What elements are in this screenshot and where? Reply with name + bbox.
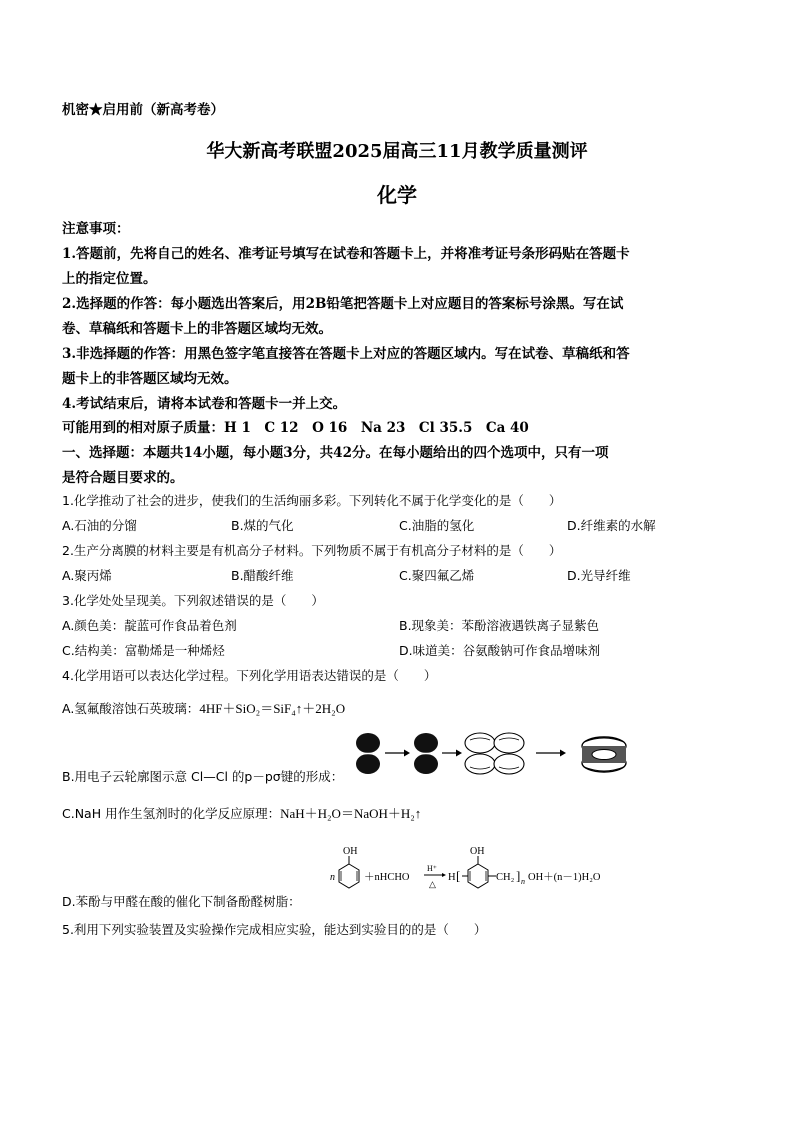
- notes-heading: 注意事项：: [62, 221, 130, 237]
- plus-formaldehyde: ＋nHCHO: [364, 872, 410, 883]
- note-2b: 卷、草稿纸和答题卡上的非答题区域均无效。: [62, 321, 332, 337]
- open-bracket: [: [456, 868, 461, 883]
- p-orbital-left: [356, 733, 380, 774]
- q3-option-a: A.颜色美：靛蓝可作食品着色剂: [62, 618, 237, 633]
- condition-catalyst: H⁺: [427, 864, 437, 873]
- note-3b: 题卡上的非答题区域均无效。: [62, 371, 238, 387]
- q3-option-b: B.现象美：苯酚溶液遇铁离子显紫色: [399, 618, 600, 633]
- q4-option-c-formula: NaH＋H₂O＝NaOH＋H₂↑: [280, 806, 422, 821]
- note-2a: 2.选择题的作答：每小题选出答案后，用2B铅笔把答题卡上对应题目的答案标号涂黑。写在试: [62, 296, 624, 312]
- electron-cloud-diagram: [352, 730, 652, 778]
- question-1-stem: 1.化学推动了社会的进步，使我们的生活绚丽多彩。下列转化不属于化学变化的是（ ）: [62, 493, 562, 508]
- q2-option-b: B.醋酸纤维: [231, 568, 294, 583]
- benzene-ring-reactant: [339, 864, 359, 888]
- question-4-stem: 4.化学用语可以表达化学过程。下列化学用语表达错误的是（ ）: [62, 668, 437, 683]
- close-bracket: ]: [516, 868, 521, 883]
- p-orbitals-overlap: [465, 733, 524, 774]
- phenolic-resin-reaction: [328, 842, 628, 896]
- product-oh-label: OH: [470, 846, 485, 857]
- confidential-label: 机密★启用前（新高考卷）: [62, 102, 224, 118]
- q4-option-d: D.苯酚与甲醛在酸的催化下制备酚醛树脂：: [62, 894, 301, 909]
- reactant-oh-label: OH: [343, 846, 358, 857]
- methylene-group: CH₂: [496, 872, 515, 883]
- condition-heat: △: [429, 879, 436, 889]
- q1-option-d: D.纤维素的水解: [567, 518, 656, 533]
- polymer-h-end: H: [448, 872, 456, 883]
- question-5-stem: 5.利用下列实验装置及实验操作完成相应实验，能达到实验目的的是（ ）: [62, 922, 487, 937]
- subject-title: 化学: [377, 183, 417, 207]
- q4-option-a-text: A.氢氟酸溶蚀石英玻璃：: [62, 701, 200, 716]
- note-1b: 上的指定位置。: [62, 271, 157, 287]
- section-heading-a: 一、选择题：本题共14小题，每小题3分，共42分。在每小题给出的四个选项中，只有一项: [62, 445, 609, 461]
- exam-title: 华大新高考联盟2025届高三11月教学质量测评: [206, 141, 588, 162]
- polymer-degree: n: [521, 877, 525, 886]
- q1-option-a: A.石油的分馏: [62, 518, 137, 533]
- arrow-1: [385, 750, 410, 757]
- q4-option-c: [62, 803, 421, 822]
- q4-option-a: [62, 698, 345, 717]
- product-tail: OH＋(n－1)H₂O: [528, 872, 601, 883]
- q2-option-a: A.聚丙烯: [62, 568, 112, 583]
- q4-option-b: B.用电子云轮廓图示意 Cl—Cl 的p－pσ键的形成：: [62, 769, 344, 784]
- benzene-ring-product: [468, 864, 488, 888]
- q1-option-c: C.油脂的氢化: [399, 518, 475, 533]
- note-1a: 1.答题前，先将自己的姓名、准考证号填写在试卷和答题卡上，并将准考证号条形码贴在答题卡: [62, 246, 630, 262]
- question-3-stem: 3.化学处处呈现美。下列叙述错误的是（ ）: [62, 593, 324, 608]
- q2-option-d: D.光导纤维: [567, 568, 631, 583]
- q1-option-b: B.煤的气化: [231, 518, 294, 533]
- arrow-2: [536, 750, 566, 757]
- q3-option-c: C.结构美：富勒烯是一种烯烃: [62, 643, 225, 658]
- q4-option-c-text: C.NaH 用作生氢剂时的化学反应原理：: [62, 806, 281, 821]
- q2-option-c: C.聚四氟乙烯: [399, 568, 475, 583]
- section-heading-b: 是符合题目要求的。: [62, 470, 184, 486]
- reactant-coefficient: n: [330, 872, 335, 883]
- atomic-masses: 可能用到的相对原子质量：H 1 C 12 O 16 Na 23 Cl 35.5 Ca 40: [62, 420, 529, 436]
- p-orbitals-approach: [414, 733, 462, 774]
- note-4: 4.考试结束后，请将本试卷和答题卡一并上交。: [62, 396, 347, 412]
- question-2-stem: 2.生产分离膜的材料主要是有机高分子材料。下列物质不属于有机高分子材料的是（ ）: [62, 543, 562, 558]
- sigma-bond-cloud: [582, 737, 626, 772]
- note-3a: 3.非选择题的作答：用黑色签字笔直接答在答题卡上对应的答题区域内。写在试卷、草稿纸和答: [62, 346, 630, 362]
- q4-option-a-formula: 4HF＋SiO₂＝SiF₄↑＋2H₂O: [199, 701, 346, 716]
- q3-option-d: D.味道美：谷氨酸钠可作食品增味剂: [399, 643, 601, 658]
